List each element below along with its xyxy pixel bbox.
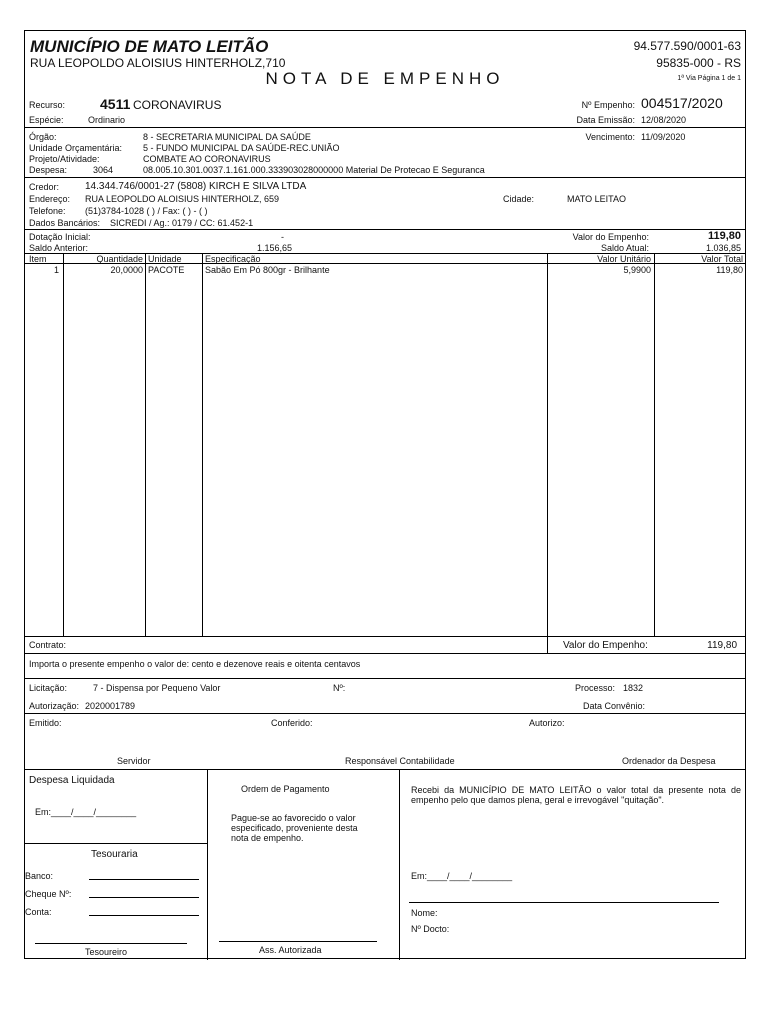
orgao-label: Órgão: (29, 132, 57, 142)
credor-value: 14.344.746/0001-27 (5808) KIRCH E SILVA LTDA (85, 181, 307, 192)
tesouraria-label: Tesouraria (91, 849, 138, 860)
row-valor-total: 119,80 (716, 265, 743, 275)
contract-valor-label: Valor do Empenho: (563, 640, 648, 651)
licitacao-label: Licitação: (29, 683, 68, 693)
processo-label: Processo: (575, 683, 616, 693)
liquidada-date: Em:____/____/________ (35, 807, 137, 817)
licitacao-value: 7 - Dispensa por Pequeno Valor (93, 683, 221, 693)
convenio-label: Data Convênio: (583, 701, 646, 711)
bancarios-value: SICREDI / Ag.: 0179 / CC: 61.452-1 (110, 218, 254, 228)
credor-label: Credor: (29, 182, 60, 192)
recurso-name: CORONAVIRUS (133, 98, 222, 112)
conta-label: Conta: (25, 907, 52, 917)
servidor-label: Servidor (117, 756, 151, 766)
th-especificacao: Especificação (205, 254, 261, 264)
despesa-code: 3064 (93, 165, 114, 175)
row-unidade: PACOTE (148, 265, 185, 275)
th-quantidade: Quantidade (96, 254, 143, 264)
importa-text: Importa o presente empenho o valor de: cento e dezenove reais e oitenta centavos (29, 659, 361, 669)
document-title: NOTA DE EMPENHO (265, 69, 505, 88)
unidade-value: 5 - FUNDO MUNICIPAL DA SAÚDE-REC.UNIÃO (143, 143, 340, 153)
row-quantidade: 20,0000 (110, 265, 143, 275)
projeto-label: Projeto/Atividade: (29, 154, 100, 164)
numero-label: Nº: (333, 683, 346, 693)
th-unidade: Unidade (148, 254, 182, 264)
tesoureiro-label: Tesoureiro (85, 947, 128, 957)
th-valor-unitario: Valor Unitário (597, 254, 651, 264)
valor-empenho-value: 119,80 (707, 230, 741, 242)
saldo-atual-value: 1.036,85 (705, 243, 741, 253)
recurso-label: Recurso: (29, 100, 66, 110)
banco-label: Banco: (25, 871, 54, 881)
row-especificacao: Sabão Em Pó 800gr - Brilhante (205, 265, 330, 275)
nome-label: Nome: (411, 908, 438, 918)
recebi-date: Em:____/____/________ (411, 871, 513, 881)
endereco-label: Endereço: (29, 194, 71, 204)
autorizacao-label: Autorização: (29, 701, 80, 711)
contrato-label: Contrato: (29, 640, 67, 650)
unidade-label: Unidade Orçamentária: (29, 143, 123, 153)
dotacao-label: Dotação Inicial: (29, 232, 91, 242)
cep-state: 95835-000 - RS (656, 56, 741, 70)
saldo-anterior-label: Saldo Anterior: (29, 243, 89, 253)
emissao-label: Data Emissão: (576, 115, 635, 125)
vencimento-label: Vencimento: (585, 132, 635, 142)
th-valor-total: Valor Total (701, 254, 743, 264)
despesa-label: Despesa: (29, 165, 68, 175)
ass-autorizada: Ass. Autorizada (259, 945, 322, 955)
cheque-label: Cheque Nº: (25, 889, 72, 899)
endereco-value: RUA LEOPOLDO ALOISIUS HINTERHOLZ, 659 (85, 194, 280, 204)
especie-label: Espécie: (29, 115, 64, 125)
processo-value: 1832 (623, 683, 644, 693)
orgao-value: 8 - SECRETARIA MUNICIPAL DA SAÚDE (143, 132, 311, 142)
cidade-label: Cidade: (503, 194, 535, 204)
ordenador-label: Ordenador da Despesa (622, 756, 716, 766)
docto-label: Nº Docto: (411, 924, 450, 934)
municipality-address: RUA LEOPOLDO ALOISIUS HINTERHOLZ,710 (30, 56, 286, 70)
empenho-label: Nº Empenho: (581, 100, 635, 110)
especie-value: Ordinario (88, 115, 126, 125)
vencimento-value: 11/09/2020 (641, 132, 686, 142)
row-item: 1 (53, 265, 59, 275)
copy-info: 1ª Via Página 1 de 1 (677, 75, 741, 82)
recebi-text: Recebi da MUNICÍPIO DE MATO LEITÃO o valor total da presente nota de empenho pelo que damos plena, geral e irrevogável "quitação". (411, 785, 741, 805)
emitido-label: Emitido: (29, 718, 62, 728)
despesa-liquidada: Despesa Liquidada (29, 775, 115, 786)
th-item: Item (29, 254, 47, 264)
empenho-number: 004517/2020 (641, 95, 723, 111)
valor-empenho-label: Valor do Empenho: (572, 232, 649, 242)
despesa-value: 08.005.10.301.0037.1.161.000.333903028000000 Material De Protecao E Seguranca (143, 165, 485, 175)
conferido-label: Conferido: (271, 718, 313, 728)
cnpj: 94.577.590/0001-63 (633, 39, 741, 53)
dotacao-value: - (281, 232, 284, 242)
responsavel-label: Responsável Contabilidade (345, 756, 455, 766)
saldo-anterior-value: 1.156,65 (257, 243, 293, 253)
municipality-name: MUNICÍPIO DE MATO LEITÃO (30, 37, 269, 56)
row-valor-unitario: 5,9900 (623, 265, 651, 275)
autorizacao-value: 2020001789 (85, 701, 136, 711)
cidade-value: MATO LEITAO (567, 194, 627, 204)
telefone-label: Telefone: (29, 206, 66, 216)
ordem-text: Pague-se ao favorecido o valor especificado, proveniente desta nota de empenho. (231, 813, 358, 843)
telefone-value: (51)3784-1028 ( ) / Fax: ( ) - ( ) (85, 206, 208, 216)
ordem-title: Ordem de Pagamento (241, 784, 330, 794)
projeto-value: COMBATE AO CORONAVIRUS (143, 154, 271, 164)
autorizo-label: Autorizo: (529, 718, 565, 728)
emissao-value: 12/08/2020 (641, 115, 687, 125)
nota-de-empenho-document (24, 30, 746, 959)
recurso-code: 4511 (100, 96, 131, 112)
contract-valor-value: 119,80 (707, 640, 737, 651)
bancarios-label: Dados Bancários: (29, 218, 101, 228)
saldo-atual-label: Saldo Atual: (600, 243, 649, 253)
